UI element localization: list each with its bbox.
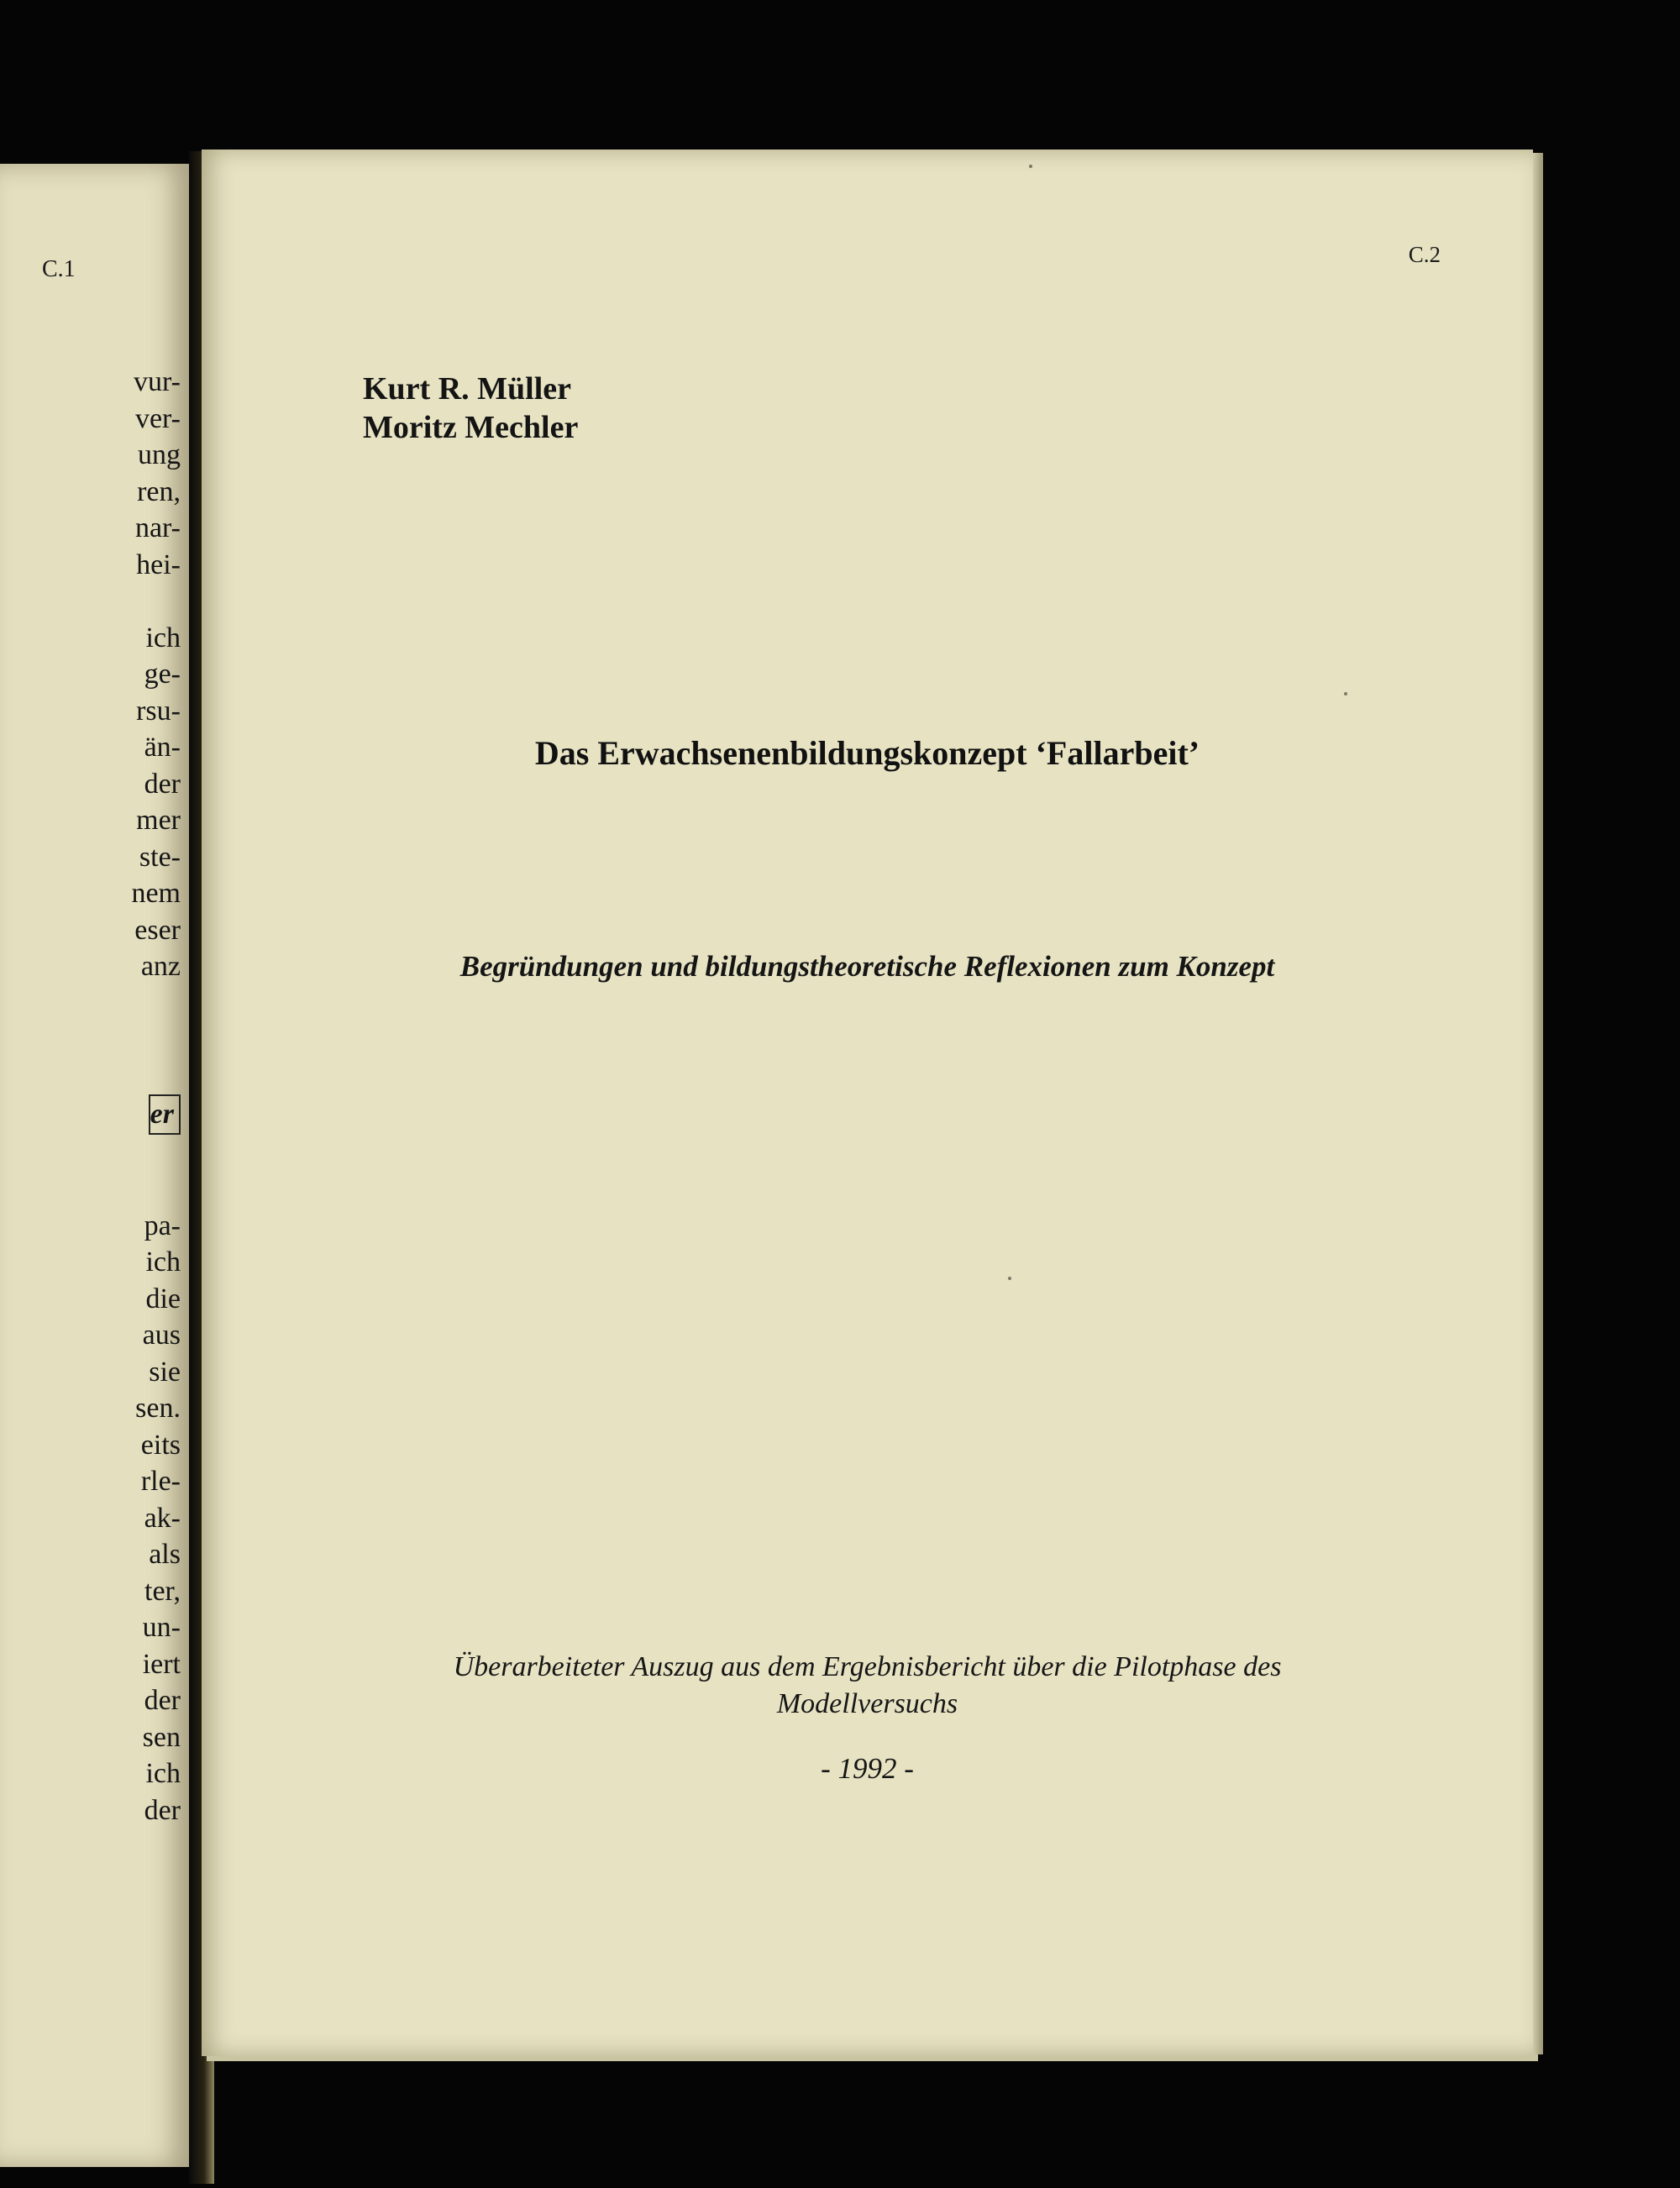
left-line: anz <box>140 951 181 982</box>
left-line: ge- <box>144 658 181 690</box>
left-line: der <box>144 1794 181 1826</box>
left-line: nar- <box>134 512 181 543</box>
left-line: rsu- <box>136 695 181 727</box>
left-line: der <box>144 768 181 800</box>
excerpt-line: Modellversuchs <box>776 1688 958 1719</box>
left-line: hei- <box>136 548 181 580</box>
left-line: sen. <box>135 1393 181 1424</box>
excerpt-line: Überarbeiteter Auszug aus dem Ergebnisbericht über die Pilotphase des <box>453 1651 1282 1682</box>
left-line: ich <box>145 1246 181 1278</box>
left-line: ak- <box>144 1502 181 1534</box>
left-line: iert <box>142 1648 181 1680</box>
paper-speck <box>1008 1277 1011 1280</box>
left-line: der <box>144 1685 181 1716</box>
left-line: mer <box>136 805 181 836</box>
left-line: die <box>145 1283 181 1314</box>
paper-speck <box>1029 165 1032 168</box>
excerpt-note <box>202 1649 1533 1723</box>
left-line: ver- <box>134 402 181 434</box>
left-line: aus <box>142 1320 181 1351</box>
left-line: eser <box>134 914 181 946</box>
author-block <box>363 370 578 447</box>
publication-year: - 1992 - <box>821 1752 914 1785</box>
document-subtitle: Begründungen und bildungstheoretische Reflexionen zum Konzept <box>459 950 1275 983</box>
author-name: Kurt R. Müller <box>363 371 572 407</box>
document-title: Das Erwachsenenbildungskonzept ‘Fallarbeit’ <box>534 734 1200 772</box>
left-page-number: C.1 <box>42 256 76 282</box>
left-line: ich <box>145 1758 181 1789</box>
left-line: vur- <box>134 366 181 397</box>
left-boxed-fragment <box>8 1094 181 1135</box>
author-name: Moritz Mechler <box>363 410 579 445</box>
left-line: un- <box>142 1612 181 1643</box>
left-line: ich <box>145 622 181 653</box>
left-line: ren, <box>137 475 181 507</box>
left-page-text-fragments <box>8 364 189 1829</box>
page-edge <box>1533 153 1543 2054</box>
left-line: sen <box>142 1721 181 1753</box>
left-line: eits <box>140 1429 181 1461</box>
left-page <box>0 164 189 2167</box>
left-line: rle- <box>140 1466 181 1497</box>
left-line: sie <box>149 1356 181 1388</box>
left-line: ung <box>138 439 181 470</box>
left-line: ste- <box>139 841 181 873</box>
left-line: nem <box>131 878 181 909</box>
right-page-number: C.2 <box>1408 242 1441 267</box>
left-line: än- <box>144 732 181 763</box>
boxed-heading: er <box>149 1094 181 1135</box>
paper-speck <box>1344 692 1347 695</box>
left-line: als <box>149 1539 181 1570</box>
right-page <box>202 150 1533 2056</box>
left-line: ter, <box>144 1575 181 1607</box>
left-line: pa- <box>144 1209 181 1241</box>
